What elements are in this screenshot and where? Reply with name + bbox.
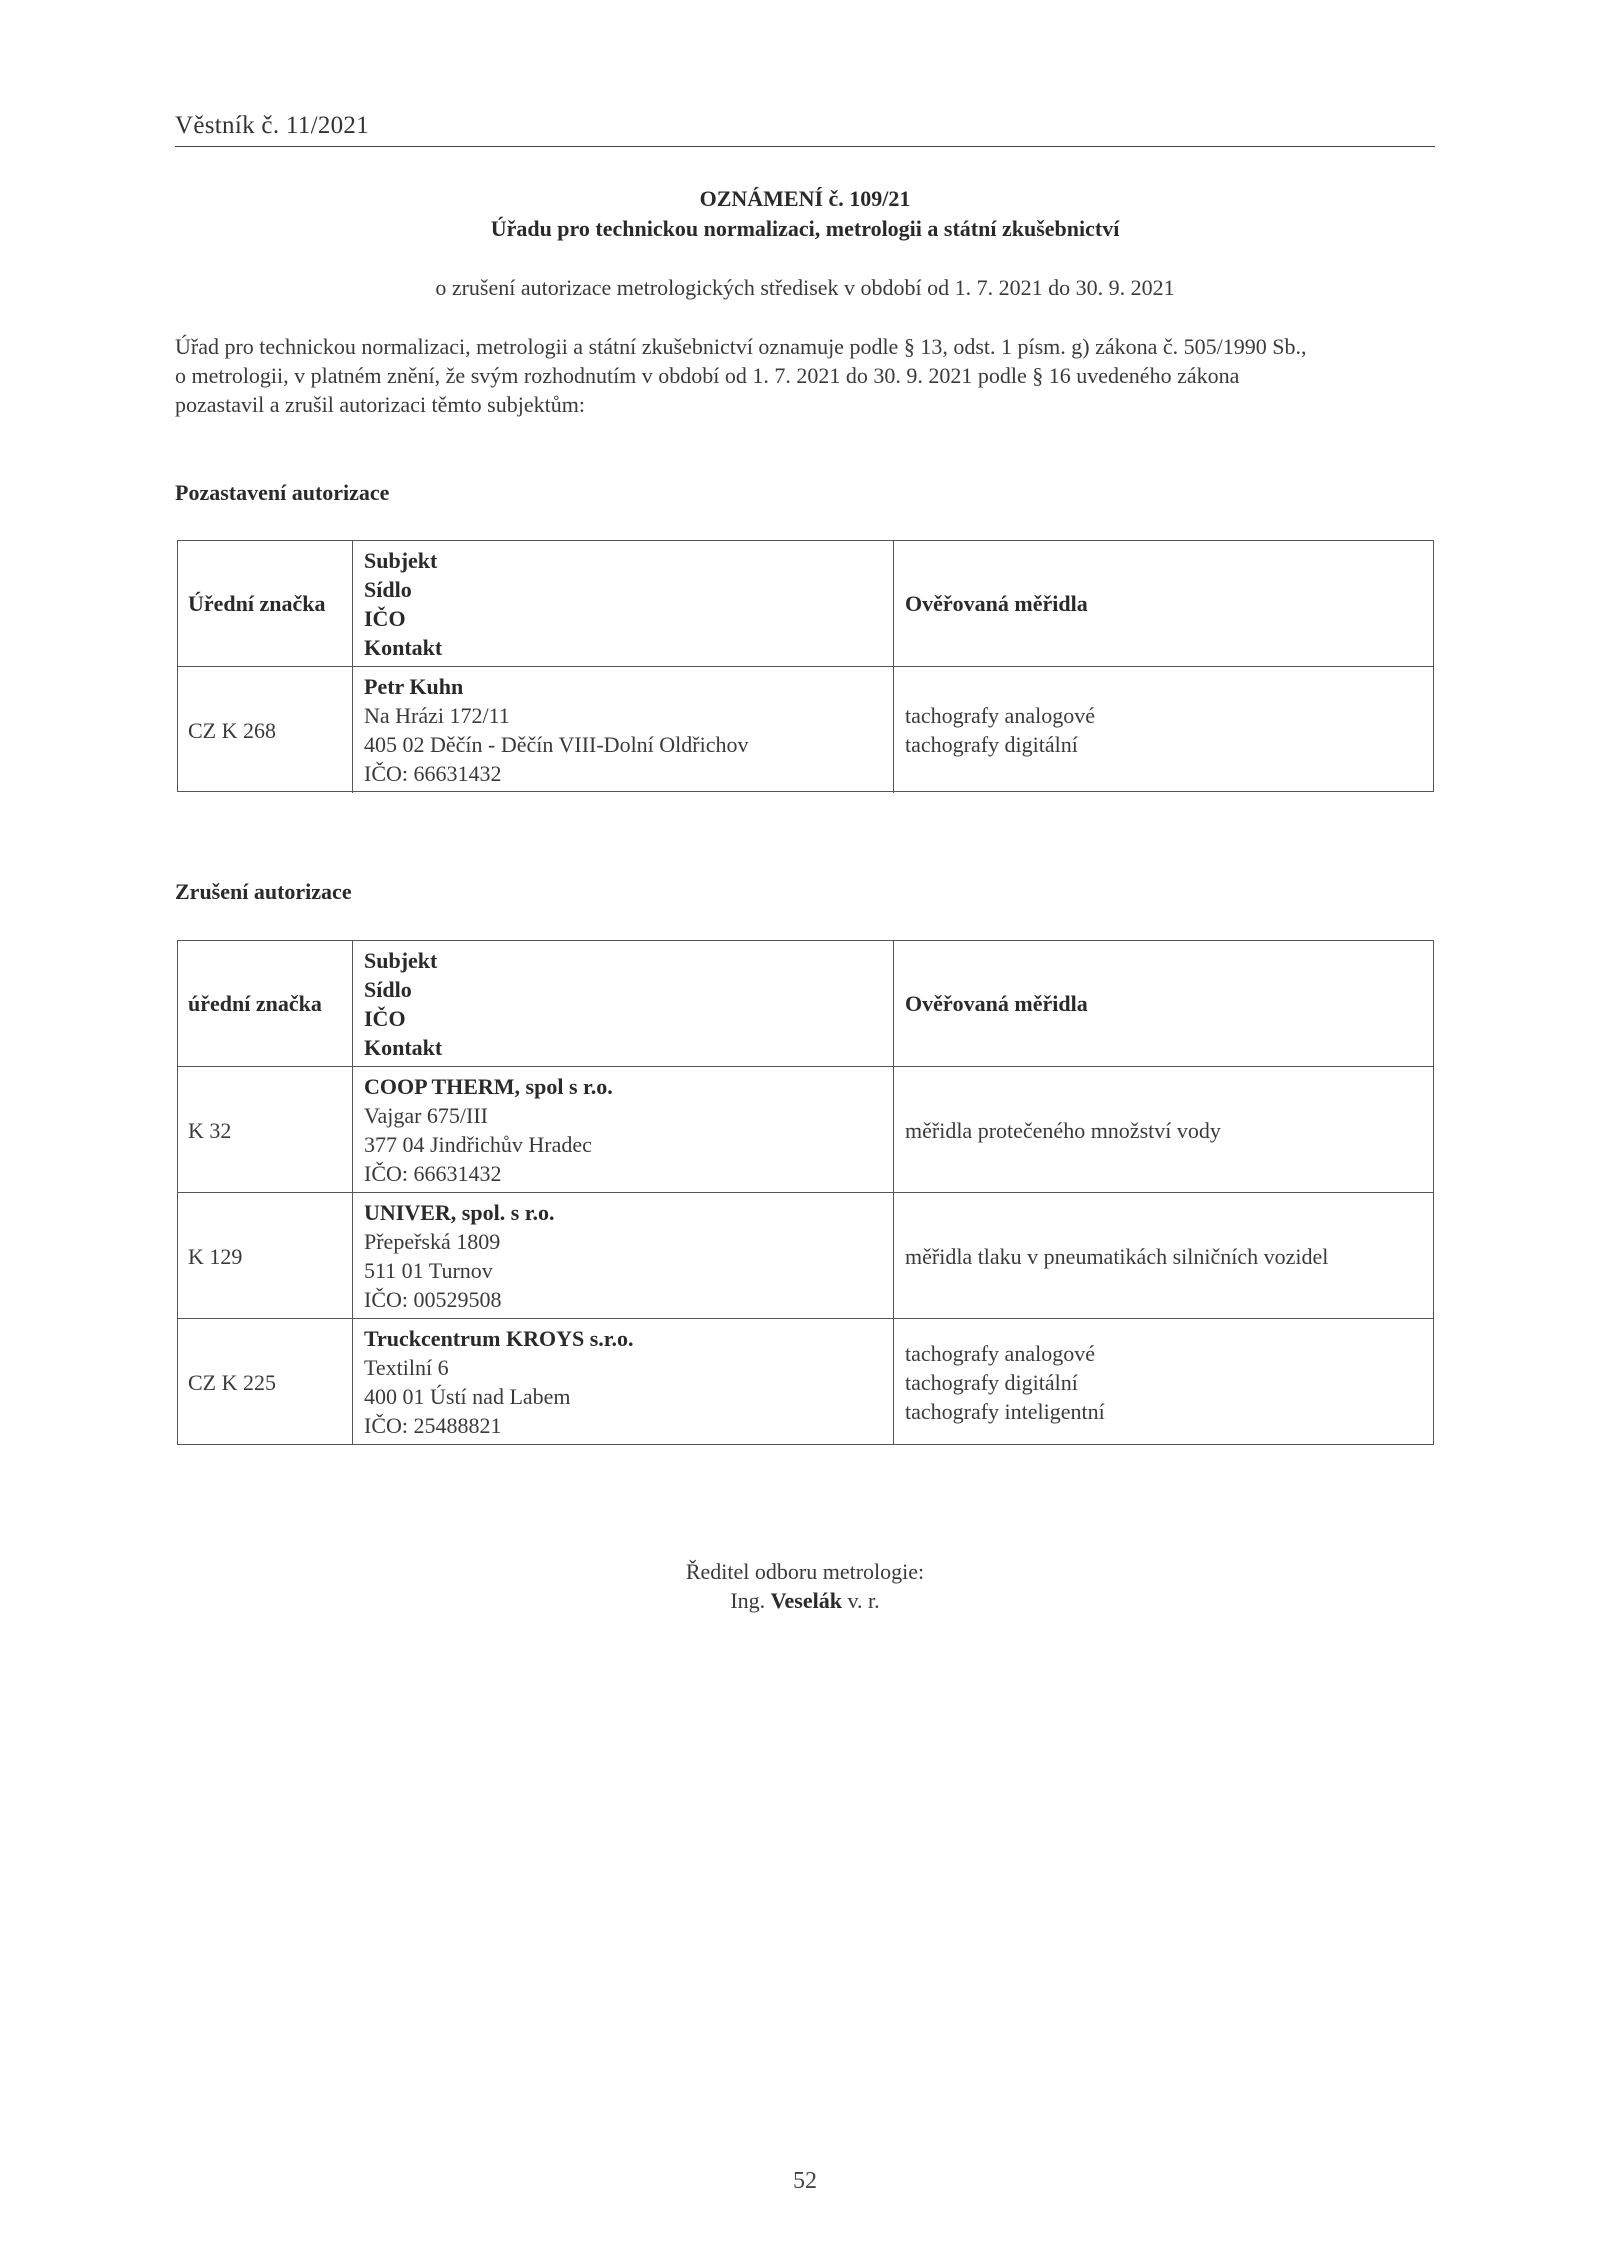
subject-ico: IČO: 00529508: [364, 1287, 502, 1312]
subject-name: Truckcentrum KROYS s.r.o.: [364, 1326, 634, 1351]
row-meters: [894, 1067, 1433, 1193]
header-meters: Ověřovaná měřidla: [905, 991, 1088, 1016]
subject-street: Na Hrázi 172/11: [364, 703, 510, 728]
subject-ico: IČO: 66631432: [364, 1161, 502, 1186]
header-subject-line: IČO: [364, 1005, 406, 1031]
subject-street: Textilní 6: [364, 1355, 449, 1380]
meter-item: měřidla protečeného množství vody: [905, 1117, 1221, 1143]
notice-subject: o zrušení autorizace metrologických středisek v období od 1. 7. 2021 do 30. 9. 2021: [435, 275, 1175, 300]
cancellation-table: [177, 940, 1434, 1445]
intro-line-3: pozastavil a zrušil autorizaci těmto subjektům:: [175, 392, 585, 417]
cancellation-section-title: Zrušení autorizace: [175, 879, 352, 904]
subject-ico: IČO: 66631432: [364, 761, 502, 786]
header-code: Úřední značka: [178, 541, 353, 666]
subject-street: Přepeřská 1809: [364, 1229, 501, 1254]
suspension-section-title: Pozastavení autorizace: [175, 480, 390, 505]
header-subject: [353, 541, 894, 666]
subject-name: UNIVER, spol. s r.o.: [364, 1200, 555, 1225]
subject-city: 400 01 Ústí nad Labem: [364, 1384, 571, 1409]
meter-item: tachografy inteligentní: [905, 1398, 1105, 1424]
meter-item: tachografy digitální: [905, 732, 1078, 757]
row-code: CZ K 225: [178, 1319, 353, 1445]
subject-ico: IČO: 25488821: [364, 1413, 502, 1438]
header-code: úřední značka: [178, 941, 353, 1066]
header-subject-line: Sídlo: [364, 576, 412, 602]
row-code: K 32: [178, 1067, 353, 1193]
header-subject-line: Subjekt: [364, 547, 438, 573]
suspension-table: [177, 540, 1434, 792]
row-meters: [894, 1319, 1433, 1445]
row-meters: [894, 1193, 1433, 1319]
subject-city: 377 04 Jindřichův Hradec: [364, 1132, 592, 1157]
intro-line-2: o metrologii, v platném znění, že svým rozhodnutím v období od 1. 7. 2021 do 30. 9. 2021 podle § 16 uvedeného zákona: [175, 363, 1240, 388]
table-row: [178, 1318, 1433, 1445]
bulletin-header: Věstník č. 11/2021: [175, 112, 370, 139]
notice-authority: Úřadu pro technickou normalizaci, metrologii a státní zkušebnictví: [490, 216, 1120, 241]
signature-title-prefix: Ing.: [730, 1588, 766, 1613]
meter-item: tachografy analogové: [905, 1340, 1095, 1366]
table-header-row: [178, 941, 1433, 1066]
signature-surname: Veselák: [770, 1588, 842, 1613]
subject-city: 511 01 Turnov: [364, 1258, 493, 1283]
header-subject-line: Kontakt: [364, 1034, 443, 1060]
intro-line-1: Úřad pro technickou normalizaci, metrologii a státní zkušebnictví oznamuje podle § 13, odst. 1 písm. g) zákona č. 505/1990 Sb.,: [175, 334, 1307, 359]
header-subject-line: Sídlo: [364, 976, 412, 1002]
table-row: [178, 666, 1433, 793]
header-subject-line: IČO: [364, 605, 406, 631]
intro-paragraph: [175, 332, 1435, 419]
meter-item: tachografy analogové: [905, 703, 1095, 728]
header-rule: [175, 146, 1435, 147]
subject-name: COOP THERM, spol s r.o.: [364, 1074, 613, 1099]
meter-item: měřidla tlaku v pneumatikách silničních vozidel: [905, 1243, 1329, 1269]
row-meters: [894, 667, 1433, 793]
header-subject-line: Kontakt: [364, 634, 443, 660]
notice-number: OZNÁMENÍ č. 109/21: [699, 186, 911, 211]
row-subject: [353, 1067, 894, 1193]
row-subject: [353, 1319, 894, 1445]
signature-block: [175, 1557, 1435, 1615]
signature-suffix: v. r.: [847, 1588, 880, 1613]
header-subject: [353, 941, 894, 1066]
signature-name-line: [175, 1586, 1435, 1615]
row-subject: [353, 667, 894, 793]
subject-street: Vajgar 675/III: [364, 1103, 489, 1128]
subject-city: 405 02 Děčín - Děčín VIII-Dolní Oldřichov: [364, 732, 749, 757]
header-subject-line: Subjekt: [364, 947, 438, 973]
table-row: [178, 1192, 1433, 1319]
page-number: 52: [793, 2168, 817, 2194]
meter-item: tachografy digitální: [905, 1369, 1078, 1395]
row-code: CZ K 268: [178, 667, 353, 793]
subject-name: Petr Kuhn: [364, 674, 464, 699]
signature-role: Ředitel odboru metrologie:: [685, 1559, 925, 1584]
row-subject: [353, 1193, 894, 1319]
table-row: [178, 1066, 1433, 1193]
row-code: K 129: [178, 1193, 353, 1319]
header-meters: Ověřovaná měřidla: [905, 591, 1088, 616]
table-header-row: [178, 541, 1433, 666]
